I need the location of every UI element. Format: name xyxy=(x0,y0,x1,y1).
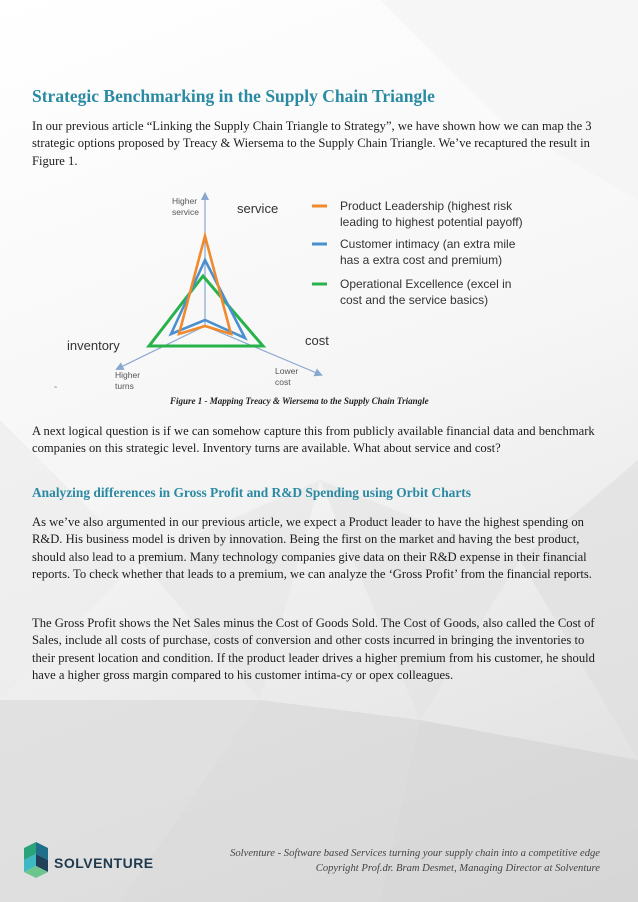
solventure-logo-mark xyxy=(22,842,172,882)
cost-hint-line1: Lower xyxy=(275,366,299,376)
question-paragraph: A next logical question is if we can somehow capture this from publicly available financial data and benchmark companies on this strategic level. Inventory turns are available. What about service and cost? xyxy=(32,424,595,456)
service-hint-line1: Higher xyxy=(172,196,198,206)
axis-label-cost: cost xyxy=(305,333,329,348)
legend-customer-intimacy-line2: has a extra cost and premium) xyxy=(340,253,503,267)
figure-supply-chain-triangle xyxy=(55,188,615,410)
section-paragraph-1: As we’ve also argumented in our previous article, we expect a Product leader to have the highest spending on R&D. His business model is driven by innovation. Being the first on the market and having the best product, should also lead to a premium. Many technology companies give data on their R&D expense in their financial reports. To check whether that leads to a premium, we can analyze the ‘Gross Profit’ from the financial reports. xyxy=(32,515,592,581)
stray-mark: ˜ xyxy=(54,385,57,395)
legend-operational-excellence-line1: Operational Excellence (excel in xyxy=(340,277,512,291)
legend xyxy=(312,199,523,307)
section-paragraph-2: The Gross Profit shows the Net Sales minus the Cost of Goods Sold. The Cost of Goods, also called the Cost of Sales, include all costs of purchase, costs of conversion and other costs incurred in bringing the inventories to their present location and condition. If the product leader drives a higher premium from his customer, he should have a higher gross margin compared to his customer intima-cy or opex colleagues. xyxy=(32,616,595,682)
footer-tagline: Solventure - Software based Services turning your supply chain into a competitive edge xyxy=(230,848,600,859)
cost-hint-line2: cost xyxy=(275,377,291,387)
axis-label-inventory: inventory xyxy=(67,338,120,353)
section-heading: Analyzing differences in Gross Profit and R&D Spending using Orbit Charts xyxy=(32,485,471,500)
page-title: Strategic Benchmarking in the Supply Chain Triangle xyxy=(32,86,435,106)
axis-label-service: service xyxy=(237,201,279,216)
footer-text xyxy=(230,846,600,876)
intro-paragraph: In our previous article “Linking the Supply Chain Triangle to Strategy”, we have shown how we can map the 3 strategic options proposed by Treacy & Wiersema to the Supply Chain Triangle. We’ve recaptured the result in Figure 1. xyxy=(32,119,592,168)
triangle-diagram xyxy=(55,188,615,410)
footer-copyright: Copyright Prof.dr. Bram Desmet, Managing Director at Solventure xyxy=(315,863,600,874)
legend-product-leadership-line1: Product Leadership (highest risk xyxy=(340,199,513,213)
service-hint-line2: service xyxy=(172,207,199,217)
axis-cost-line xyxy=(205,326,319,374)
inventory-hint-line1: Higher xyxy=(115,370,141,380)
legend-operational-excellence-line2: cost and the service basics) xyxy=(340,293,489,307)
brand-name: SOLVENTURE xyxy=(54,855,154,871)
figure-caption: Figure 1 - Mapping Treacy & Wiersema to the Supply Chain Triangle xyxy=(170,396,429,406)
operational-excellence-shape xyxy=(149,276,263,346)
legend-customer-intimacy-line1: Customer intimacy (an extra mile xyxy=(340,237,516,251)
inventory-hint-line2: turns xyxy=(115,381,134,391)
solventure-logo xyxy=(22,842,172,882)
legend-product-leadership-line2: leading to highest potential payoff) xyxy=(340,215,523,229)
